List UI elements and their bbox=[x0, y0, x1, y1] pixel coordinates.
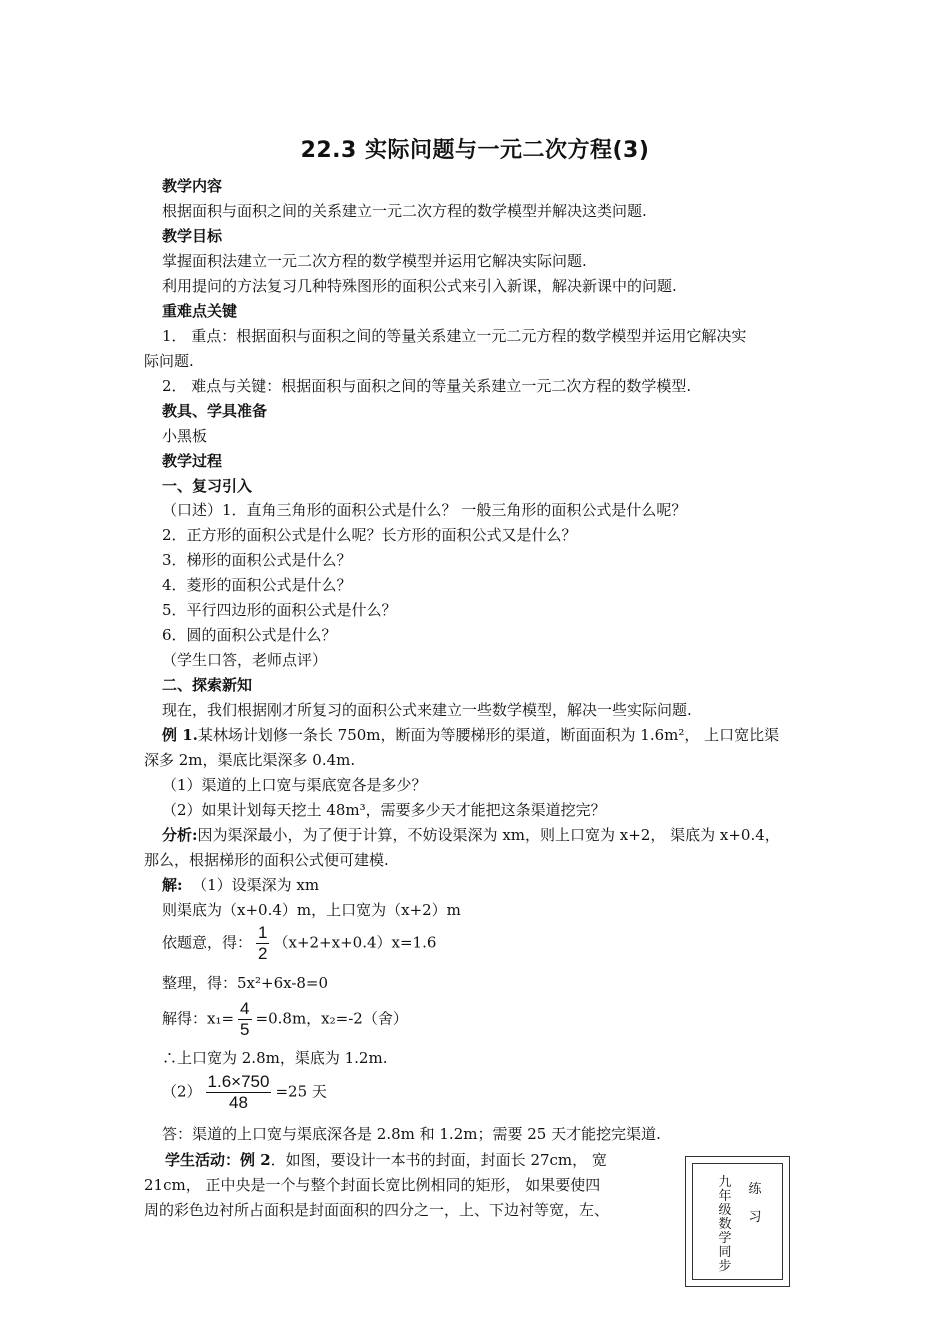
review-question: 6．圆的面积公式是什么？ bbox=[162, 626, 337, 644]
paragraph: 2． 难点与关键：根据面积与面积之间的等量关系建立一元二次方程的数学模型. bbox=[162, 377, 692, 395]
analysis-label: 分析: bbox=[162, 826, 198, 844]
side-label-text: 九年级数学同步 bbox=[718, 1175, 732, 1274]
example-1-line: 深多 2m，渠底比渠深多 0.4m. bbox=[144, 751, 356, 769]
fraction bbox=[256, 923, 269, 964]
paragraph: 小黑板 bbox=[162, 427, 208, 445]
fraction bbox=[206, 1072, 272, 1113]
activity-line: 21cm， 正中央是一个与整个封面长宽比例相同的矩形， 如果要使四 bbox=[144, 1176, 601, 1194]
example-label: 例 1. bbox=[162, 726, 198, 744]
paragraph: 根据面积与面积之间的关系建立一元二次方程的数学模型并解决这类问题. bbox=[162, 202, 647, 220]
equation-prefix: 解得：x₁= bbox=[162, 1009, 235, 1028]
solution-label: 解: bbox=[162, 876, 183, 894]
fraction bbox=[238, 999, 251, 1040]
equation-suffix: （x+2+x+0.4）x=1.6 bbox=[273, 933, 437, 952]
solution-line: 则渠底为（x+0.4）m，上口宽为（x+2）m bbox=[162, 901, 461, 919]
review-question: 3．梯形的面积公式是什么？ bbox=[162, 551, 352, 569]
section-heading-content: 教学内容 bbox=[162, 177, 223, 195]
review-question: 2．正方形的面积公式是什么呢？长方形的面积公式又是什么？ bbox=[162, 526, 577, 544]
page-title: 22.3 实际问题与一元二次方程(3) bbox=[300, 138, 650, 163]
fraction-denominator: 2 bbox=[258, 944, 268, 963]
subsection-heading-review: 一、复习引入 bbox=[162, 477, 253, 495]
equation-prefix: （2） bbox=[162, 1082, 202, 1101]
section-heading-tools: 教具、学具准备 bbox=[162, 402, 268, 420]
side-label-box bbox=[685, 1156, 790, 1287]
fraction-numerator: 1.6×750 bbox=[207, 1072, 270, 1091]
review-question: 5．平行四边形的面积公式是什么？ bbox=[162, 601, 397, 619]
activity-line bbox=[165, 1150, 607, 1170]
section-heading-process: 教学过程 bbox=[162, 452, 223, 470]
side-label-text: 练习 bbox=[748, 1182, 762, 1225]
equation-line bbox=[162, 923, 436, 964]
equation-prefix: 依题意，得： bbox=[162, 933, 253, 952]
paragraph: 掌握面积法建立一元二次方程的数学模型并运用它解决实际问题. bbox=[162, 252, 587, 270]
analysis-line: 那么，根据梯形的面积公式便可建模. bbox=[144, 851, 389, 869]
fraction-denominator: 5 bbox=[240, 1020, 250, 1039]
activity-line: 周的彩色边衬所占面积是封面面积的四分之一，上、下边衬等宽，左、 bbox=[144, 1201, 610, 1219]
fraction-numerator: 1 bbox=[258, 923, 268, 942]
equation-suffix: =25 天 bbox=[275, 1082, 327, 1101]
example-text: 某林场计划修一条长 750m，断面为等腰梯形的渠道，断面面积为 1.6m²， 上口宽比渠 bbox=[197, 726, 780, 744]
solution-line: ∴上口宽为 2.8m，渠底为 1.2m. bbox=[162, 1049, 388, 1067]
review-question: （口述）1．直角三角形的面积公式是什么？ 一般三角形的面积公式是什么呢？ bbox=[162, 501, 687, 519]
fraction-numerator: 4 bbox=[240, 999, 250, 1018]
section-heading-goal: 教学目标 bbox=[162, 227, 223, 245]
review-question: 4．菱形的面积公式是什么？ bbox=[162, 576, 352, 594]
equation-line bbox=[162, 1072, 327, 1113]
paragraph: 利用提问的方法复习几种特殊图形的面积公式来引入新课，解决新课中的问题. bbox=[162, 277, 677, 295]
section-heading-key: 重难点关键 bbox=[162, 302, 238, 320]
activity-text: ．如图，要设计一本书的封面，封面长 27cm， 宽 bbox=[270, 1151, 607, 1169]
side-label-inner-box bbox=[692, 1163, 783, 1280]
solution-text: （1）设渠深为 xm bbox=[192, 876, 320, 894]
fraction-denominator: 48 bbox=[229, 1093, 248, 1112]
example-question: （2）如果计划每天挖土 48m³，需要多少天才能把这条渠道挖完？ bbox=[162, 801, 606, 819]
analysis-line bbox=[162, 825, 780, 845]
activity-label: 学生活动：例 2 bbox=[165, 1151, 271, 1169]
paragraph: 际问题. bbox=[144, 352, 194, 370]
solution-line bbox=[162, 875, 319, 895]
paragraph: 1． 重点：根据面积与面积之间的等量关系建立一元二元方程的数学模型并运用它解决实 bbox=[162, 327, 747, 345]
example-1-line bbox=[162, 725, 779, 745]
solution-line: 整理，得：5x²+6x-8=0 bbox=[162, 974, 329, 992]
analysis-text: 因为渠深最小，为了便于计算，不妨设渠深为 xm，则上口宽为 x+2， 渠底为 x+0.4， bbox=[197, 826, 780, 844]
equation-suffix: =0.8m，x₂=-2（舍） bbox=[255, 1009, 408, 1028]
example-question: （1）渠道的上口宽与渠底宽各是多少？ bbox=[162, 776, 427, 794]
review-note: （学生口答，老师点评） bbox=[162, 651, 328, 669]
answer-line: 答：渠道的上口宽与渠底深各是 2.8m 和 1.2m；需要 25 天才能挖完渠道. bbox=[162, 1125, 661, 1143]
paragraph: 现在，我们根据刚才所复习的面积公式来建立一些数学模型，解决一些实际问题. bbox=[162, 701, 692, 719]
equation-line bbox=[162, 999, 408, 1040]
subsection-heading-explore: 二、探索新知 bbox=[162, 676, 253, 694]
